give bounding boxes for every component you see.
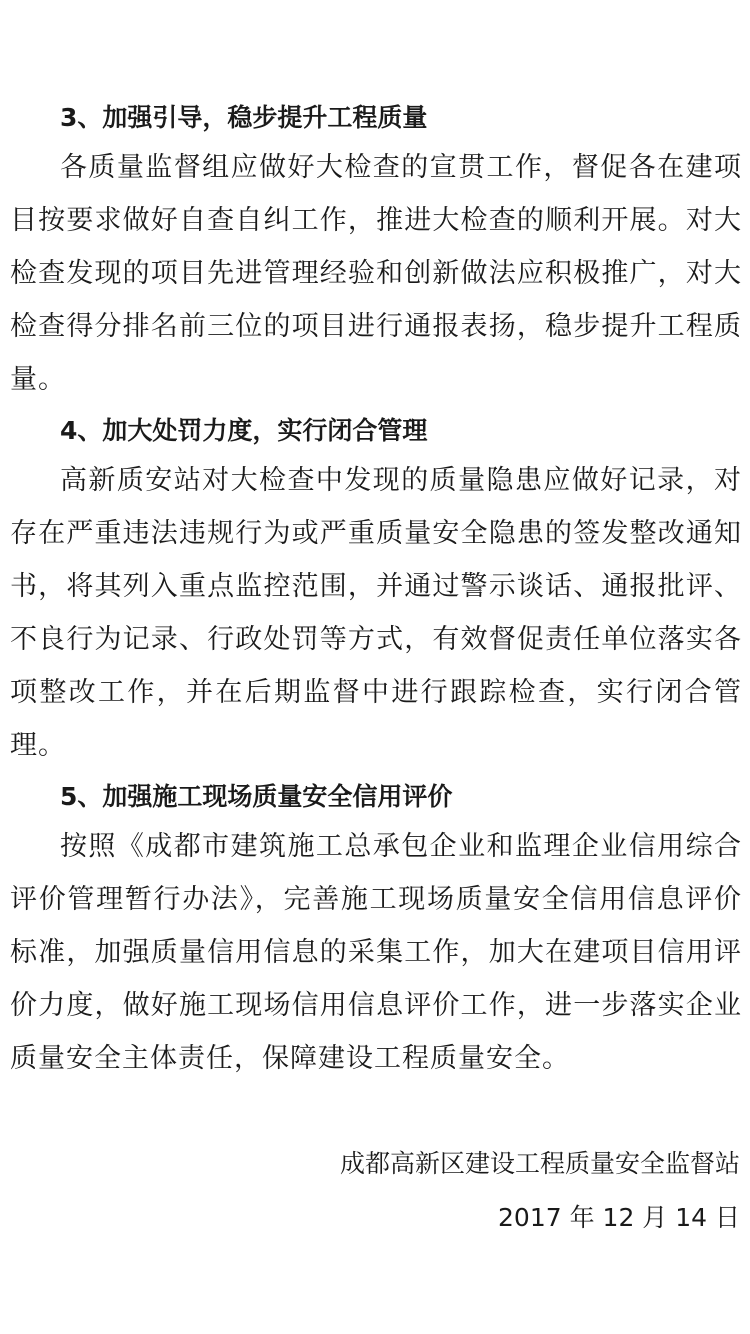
section-heading-3: 3、加强引导，稳步提升工程质量	[60, 103, 428, 132]
section-paragraph-4: 高新质安站对大检查中发现的质量隐患应做好记录，对存在严重违法违规行为或严重质量安全隐患的签发整改通知书，将其列入重点监控范围，并通过警示谈话、通报批评、不良行为记录、行政处罚等方式，有效督促责任单位落实各项整改工作，并在后期监督中进行跟踪检查，实行闭合管理。	[10, 465, 742, 761]
section-paragraph-3: 各质量监督组应做好大检查的宣贯工作，督促各在建项目按要求做好自查自纠工作，推进大检查的顺利开展。对大检查发现的项目先进管理经验和创新做法应积极推广，对大检查得分排名前三位的项目进行通报表扬，稳步提升工程质量。	[10, 152, 742, 395]
signature-organization: 成都高新区建设工程质量安全监督站	[339, 1149, 740, 1178]
signature-date: 2017 年 12 月 14 日	[498, 1203, 740, 1232]
signature-block	[340, 1137, 740, 1245]
section-heading-4: 4、加大处罚力度，实行闭合管理	[60, 416, 428, 445]
section-paragraph-5: 按照《成都市建筑施工总承包企业和监理企业信用综合评价管理暂行办法》，完善施工现场质量安全信用信息评价标准，加强质量信用信息的采集工作，加大在建项目信用评价力度，做好施工现场信用信息评价工作，进一步落实企业质量安全主体责任，保障建设工程质量安全。	[10, 831, 742, 1074]
section-heading-5: 5、加强施工现场质量安全信用评价	[60, 782, 453, 811]
article-body	[10, 95, 742, 1087]
